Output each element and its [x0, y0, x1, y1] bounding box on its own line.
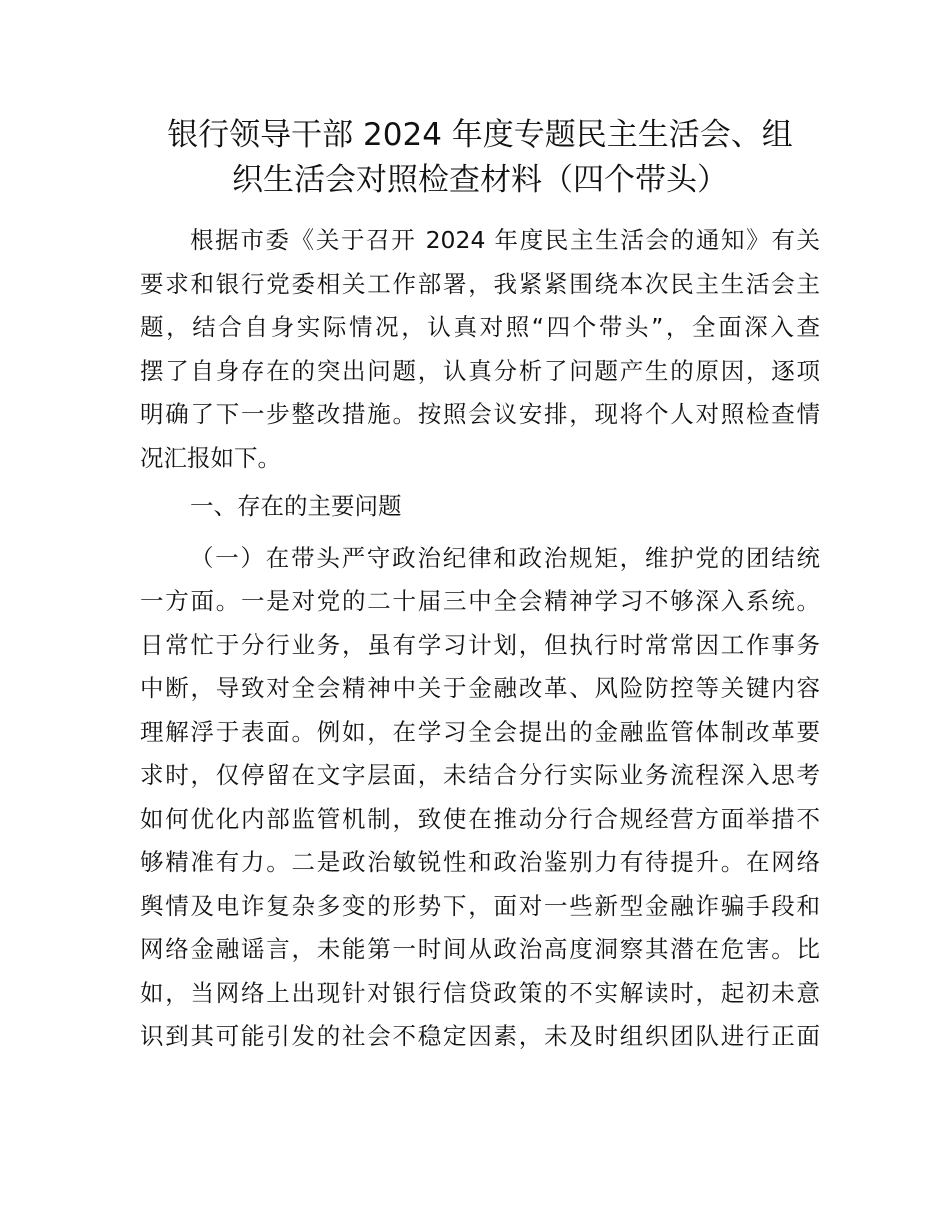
paragraph-line: 网络金融谣言，未能第一时间从政治高度洞察其潜在危害。比: [140, 935, 820, 963]
document-title-line-1: 银行领导干部 2024 年度专题民主生活会、组: [167, 117, 793, 153]
document-title-line-2: 织生活会对照检查材料（四个带头）: [232, 162, 728, 198]
section-heading: 一、存在的主要问题: [190, 492, 402, 520]
paragraph-line: 如，当网络上出现针对银行信贷政策的不实解读时，起初未意: [140, 979, 820, 1007]
paragraph-line: 题，结合自身实际情况，认真对照“四个带头”，全面深入查: [140, 313, 820, 341]
paragraph-line: 日常忙于分行业务，虽有学习计划，但执行时常常因工作事务: [140, 631, 820, 659]
paragraph-line: 如何优化内部监管机制，致使在推动分行合规经营方面举措不: [140, 805, 820, 833]
paragraph-line: 摆了自身存在的突出问题，认真分析了问题产生的原因，逐项: [140, 357, 820, 385]
paragraph-line: 求时，仅停留在文字层面，未结合分行实际业务流程深入思考: [140, 761, 820, 789]
paragraph-line: 理解浮于表面。例如，在学习全会提出的金融监管体制改革要: [140, 718, 820, 746]
paragraph-line: 识到其可能引发的社会不稳定因素，未及时组织团队进行正面: [140, 1022, 820, 1050]
paragraph-line: 一方面。一是对党的二十届三中全会精神学习不够深入系统。: [140, 587, 820, 615]
paragraph-line: 况汇报如下。: [140, 444, 281, 472]
paragraph-line: 明确了下一步整改措施。按照会议安排，现将个人对照检查情: [140, 400, 820, 428]
paragraph-line: 中断，导致对全会精神中关于金融改革、风险防控等关键内容: [140, 674, 820, 702]
paragraph-line: 根据市委《关于召开 2024 年度民主生活会的通知》有关: [190, 226, 820, 254]
paragraph-line: 够精准有力。二是政治敏锐性和政治鉴别力有待提升。在网络: [140, 848, 820, 876]
paragraph-line: （一）在带头严守政治纪律和政治规矩，维护党的团结统: [190, 544, 820, 572]
paragraph-line: 要求和银行党委相关工作部署，我紧紧围绕本次民主生活会主: [140, 270, 820, 298]
paragraph-line: 舆情及电诈复杂多变的形势下，面对一些新型金融诈骗手段和: [140, 892, 820, 920]
